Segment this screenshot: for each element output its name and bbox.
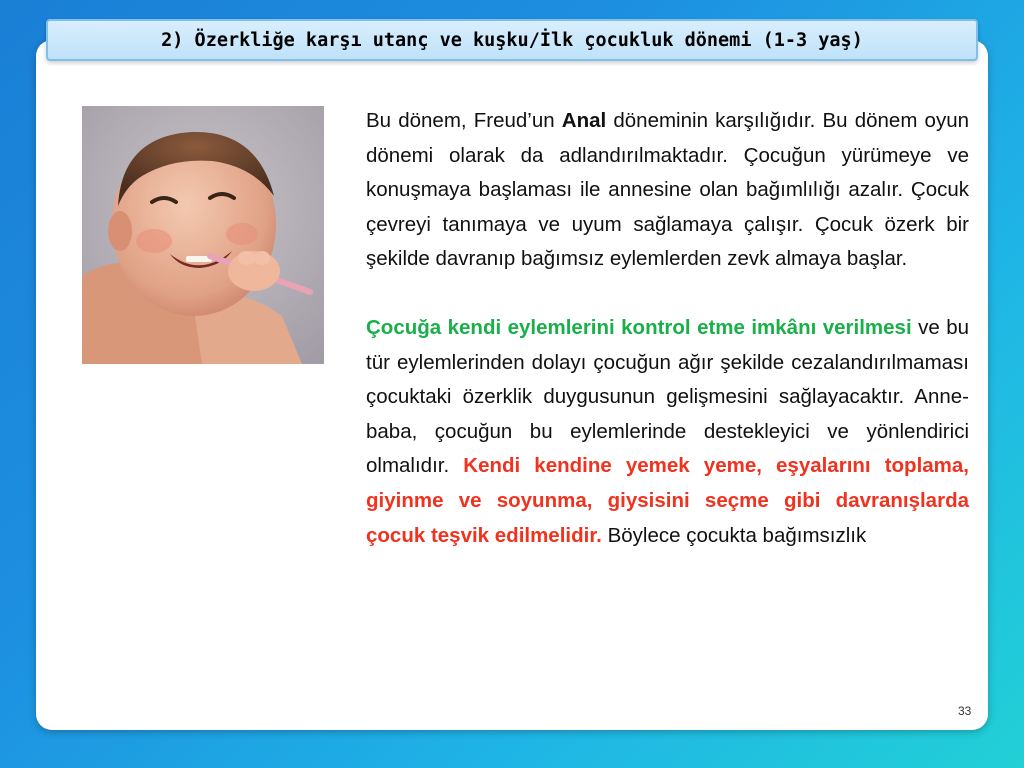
anal-term: Anal	[561, 109, 607, 132]
paragraph-2-text-end: Böylece çocukta bağımsızlık	[601, 523, 867, 547]
page-number: 33	[958, 704, 972, 718]
paragraph-2-text-middle: ve bu tür eylemlerinden dolayı çocuğun ağır şekilde cezalandırılmaması çocuktaki özerklik duygusunun gelişmesini sağlayacaktır. Anne-baba, çocuğun bu eylemlerinde destekleyici ve yönlendirici olmalıdır.	[366, 315, 969, 478]
body-text	[366, 104, 969, 553]
red-highlight: Kendi kendine yemek yeme, eşyalarını toplama, giyinme ve soyunma, giysisini seçme gibi davranışlarda çocuk teşvik edilmelidir.	[366, 454, 969, 547]
paragraph-1-text-end: döneminin karşılığıdır. Bu dönem oyun dönemi olarak da adlandırılmaktadır. Çocuğun yürümeye ve konuşmaya başlaması ile annesine olan bağımlılığı azalır. Çocuk çevreyi tanımaya ve uyum sağlamaya çalışır. Çocuk özerk bir şekilde davranıp bağımsız eylemlerden zevk almaya başlar.	[366, 109, 969, 271]
baby-photo	[82, 106, 324, 364]
paragraph-1	[366, 104, 969, 277]
paragraph-1-text-start: Bu dönem, Freud’un	[366, 109, 562, 132]
title-bar	[46, 19, 978, 61]
green-highlight: Çocuğa kendi eylemlerini kontrol etme imkânı verilmesi	[366, 315, 912, 339]
baby-brushing-teeth-photo-icon	[82, 106, 324, 364]
paragraph-2	[366, 311, 969, 553]
slide-title: 2) Özerkliğe karşı utanç ve kuşku/İlk çocukluk dönemi (1-3 yaş)	[161, 29, 863, 51]
